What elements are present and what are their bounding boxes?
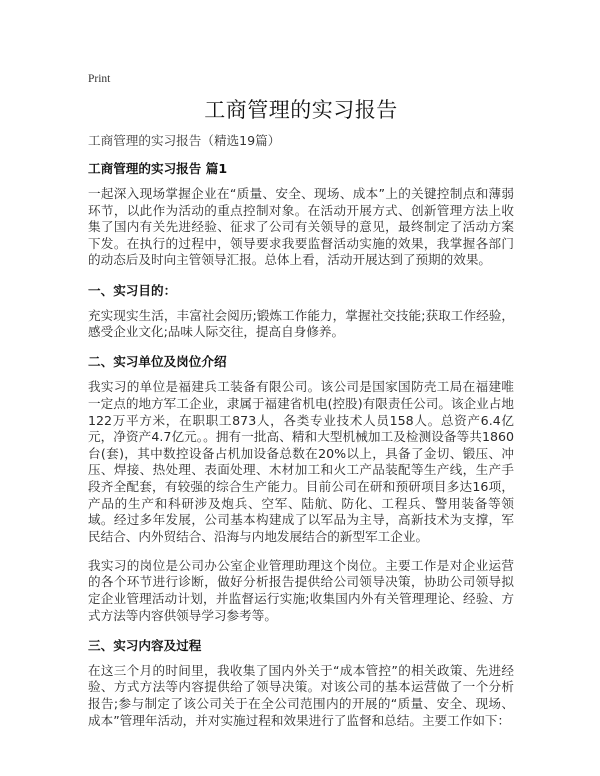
document-page <box>88 70 514 742</box>
print-link[interactable]: Print <box>88 73 111 85</box>
paragraph-purpose: 充实现实生活，丰富社会阅历;锻炼工作能力，掌握社交技能;获取工作经验，感受企业文化;品味人际交往，提高自身修养。 <box>88 307 514 340</box>
document-subtitle: 工商管理的实习报告（精选19篇） <box>88 133 281 148</box>
section-heading-unit-intro: 二、实习单位及岗位介绍 <box>88 354 227 370</box>
paragraph-position-intro: 我实习的岗位是公司办公室企业管理助理这个岗位。主要工作是对企业运营的各个环节进行诊断，做好分析报告提供给公司领导决策，协助公司领导拟定企业管理活动计划，并监督运行实施;收集国内外有关管理理论、经验、方式方法等内容供领导学习参考等。 <box>88 557 514 623</box>
intro-paragraph: 一起深入现场掌握企业在“质量、安全、现场、成本”上的关键控制点和薄弱环节，以此作为活动的重点控制对象。在活动开展方式、创新管理方法上收集了国内有关先进经验、征求了公司有关领导的意见，最终制定了活动方案下发。在执行的过程中，领导要求我要监督活动实施的效果，我掌握各部门的动态后及时向主管领导汇报。总体上看，活动开展达到了预期的效果。 <box>88 186 514 268</box>
section-heading-content-process: 三、实习内容及过程 <box>88 637 202 653</box>
paragraph-company-intro: 我实习的单位是福建兵工装备有限公司。该公司是国家国防壳工局在福建唯一定点的地方军工企业，隶属于福建省机电(控股)有限责任公司。该企业占地122万平方米，在职职工873人，各类专业技术人员158人。总资产6.4亿元，净资产4.7亿元。。拥有一批高、精和大型机械加工及检测设备等共1860台(套)，其中数控设备占机加设备总数在20%以上，具备了金切、锻压、冲压、焊接、热处理、表面处理、木材加工和火工产品装配等生产线，生产手段齐全配套，有较强的综合生产能力。目前公司在研和预研项目多达16项，产品的生产和科研涉及炮兵、空军、陆航、防化、工程兵、警用装备等领域。经过多年发展，公司基本构建成了以军品为主导，高新技术为支撑，军民结合、内外贸结合、沿海与内地发展结合的新型军工企业。 <box>88 379 514 544</box>
paragraph-content-process: 在这三个月的时间里，我收集了国内外关于“成本管控”的相关政策、先进经验、方式方法等内容提供给了领导决策。对该公司的基本运营做了一个分析报告;参与制定了该公司关于在全公司范围内的开展的“质量、安全、现场、成本”管理年活动，并对实施过程和效果进行了监督和总结。主要工作如下： <box>88 662 514 728</box>
article-heading: 工商管理的实习报告 篇1 <box>88 161 228 176</box>
document-title: 工商管理的实习报告 <box>204 98 398 122</box>
section-heading-purpose: 一、实习目的： <box>88 282 177 298</box>
